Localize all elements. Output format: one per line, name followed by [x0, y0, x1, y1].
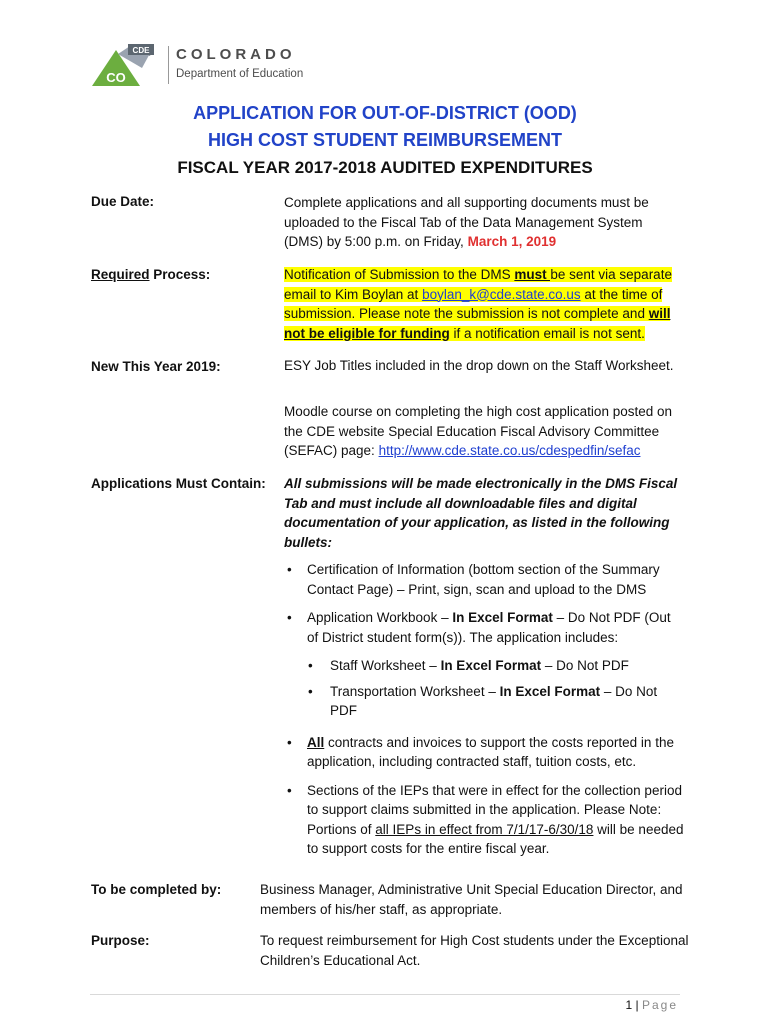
- b2-c: – Do Not PDF (Out of District student form(s)). The application includes:: [307, 610, 671, 645]
- list-item: [284, 608, 684, 647]
- purpose-label: Purpose:: [91, 933, 150, 948]
- required-process-text: [284, 265, 684, 343]
- bullet-icon: •: [308, 658, 313, 673]
- due-date-value: March 1, 2019: [467, 234, 557, 249]
- s2-c: – Do Not PDF: [330, 683, 658, 718]
- b2-a: Application Workbook –: [307, 610, 453, 625]
- b3-b: contracts and invoices to support the costs reported in the application, including contracted staff, tuition costs, etc.: [307, 734, 674, 769]
- due-date-label: Due Date:: [91, 194, 155, 209]
- rp-not-eligible: will not be eligible for funding: [284, 306, 671, 341]
- s1-c: – Do Not PDF: [541, 658, 629, 673]
- cde-logo: [92, 44, 312, 88]
- rp-part-3: at the time of submission. Please note the submission is not complete and: [284, 286, 663, 321]
- rp-part-2: be sent via separate email to Kim Boylan at: [284, 267, 672, 302]
- title-line-1: APPLICATION FOR OUT-OF-DISTRICT (OOD): [193, 103, 577, 123]
- sefac-link[interactable]: http://www.cde.state.co.us/cdespedfin/sefac: [378, 443, 641, 458]
- completed-by-text: Business Manager, Administrative Unit Special Education Director, and members of his/her staff, as appropriate.: [260, 882, 683, 917]
- bullet-icon: •: [287, 610, 292, 625]
- bullet-icon: •: [287, 734, 292, 750]
- list-item: [284, 781, 684, 859]
- b4-c: will be needed to support costs for the entire fiscal year.: [307, 821, 684, 856]
- bullet-certification: Certification of Information (bottom section of the Summary Contact Page) – Print, sign, scan and upload to the DMS: [307, 562, 660, 597]
- new-this-year-p1: ESY Job Titles included in the drop down on the Staff Worksheet.: [284, 358, 674, 373]
- due-date-text: [284, 193, 684, 252]
- s2-a: Transportation Worksheet –: [330, 683, 500, 699]
- process-word: Process:: [149, 267, 211, 282]
- dept-name: Department of Education: [176, 68, 304, 80]
- page-number: 1: [625, 998, 633, 1012]
- s1-b: In Excel Format: [440, 658, 542, 673]
- bullet-icon: •: [308, 683, 313, 699]
- b4-b: all IEPs in effect from 7/1/17-6/30/18: [375, 821, 594, 837]
- new-this-year-p2: [284, 402, 684, 461]
- rp-part-4: if a notification email is not sent.: [449, 325, 645, 341]
- page-label: Page: [641, 998, 678, 1012]
- b2-b: In Excel Format: [452, 610, 553, 625]
- org-name: COLORADO: [176, 46, 296, 63]
- list-item: [284, 682, 684, 721]
- required-word: Required: [91, 267, 150, 282]
- completed-by-label: To be completed by:: [91, 882, 222, 897]
- colorado-mountain-icon: [92, 44, 162, 88]
- page-sep: |: [635, 998, 639, 1012]
- logo-mark-text: CO: [106, 70, 126, 85]
- moodle-text: Moodle course on completing the high cost application posted on the CDE website Special Education Fiscal Advisory Committee (SEFAC) page:: [284, 404, 672, 458]
- s1-a: Staff Worksheet –: [330, 658, 441, 673]
- rp-part-1: Notification of Submission to the DMS: [284, 267, 515, 282]
- contact-email-link[interactable]: boylan_k@cde.state.co.us: [422, 286, 581, 302]
- list-item: [284, 656, 684, 676]
- logo-divider: [168, 46, 169, 84]
- title-line-2: HIGH COST STUDENT REIMBURSEMENT: [207, 130, 562, 150]
- title-line-3: FISCAL YEAR 2017-2018 AUDITED EXPENDITURES: [177, 158, 593, 177]
- b4-a: Sections of the IEPs that were in effect for the collection period to support claims submitted in the application. Please Note: Portions of: [307, 782, 682, 837]
- applications-intro: All submissions will be made electronically in the DMS Fiscal Tab and must include all downloadable files and digital documentation of your application, as listed in the following bullets:: [284, 476, 678, 550]
- new-this-year-label: New This Year 2019:: [91, 359, 221, 374]
- page-footer: [625, 998, 678, 1012]
- b3-a: All: [307, 734, 325, 750]
- list-item: [284, 560, 684, 599]
- due-date-body: Complete applications and all supporting documents must be uploaded to the Fiscal Tab of the Data Management System (DMS) by 5:00 p.m. on Friday,: [284, 195, 649, 249]
- purpose-text: To request reimbursement for High Cost students under the Exceptional Children’s Educational Act.: [260, 933, 689, 968]
- bullet-icon: •: [287, 562, 292, 577]
- list-item: [284, 733, 684, 772]
- s2-b: In Excel Format: [499, 683, 601, 699]
- applications-label: Applications Must Contain:: [91, 476, 266, 491]
- logo-badge-text: CDE: [132, 46, 150, 55]
- rp-must: must: [514, 267, 551, 282]
- bullet-icon: •: [287, 782, 292, 798]
- requirements-list: [284, 560, 684, 868]
- required-process-label: [91, 267, 210, 282]
- footer-divider: [90, 994, 680, 995]
